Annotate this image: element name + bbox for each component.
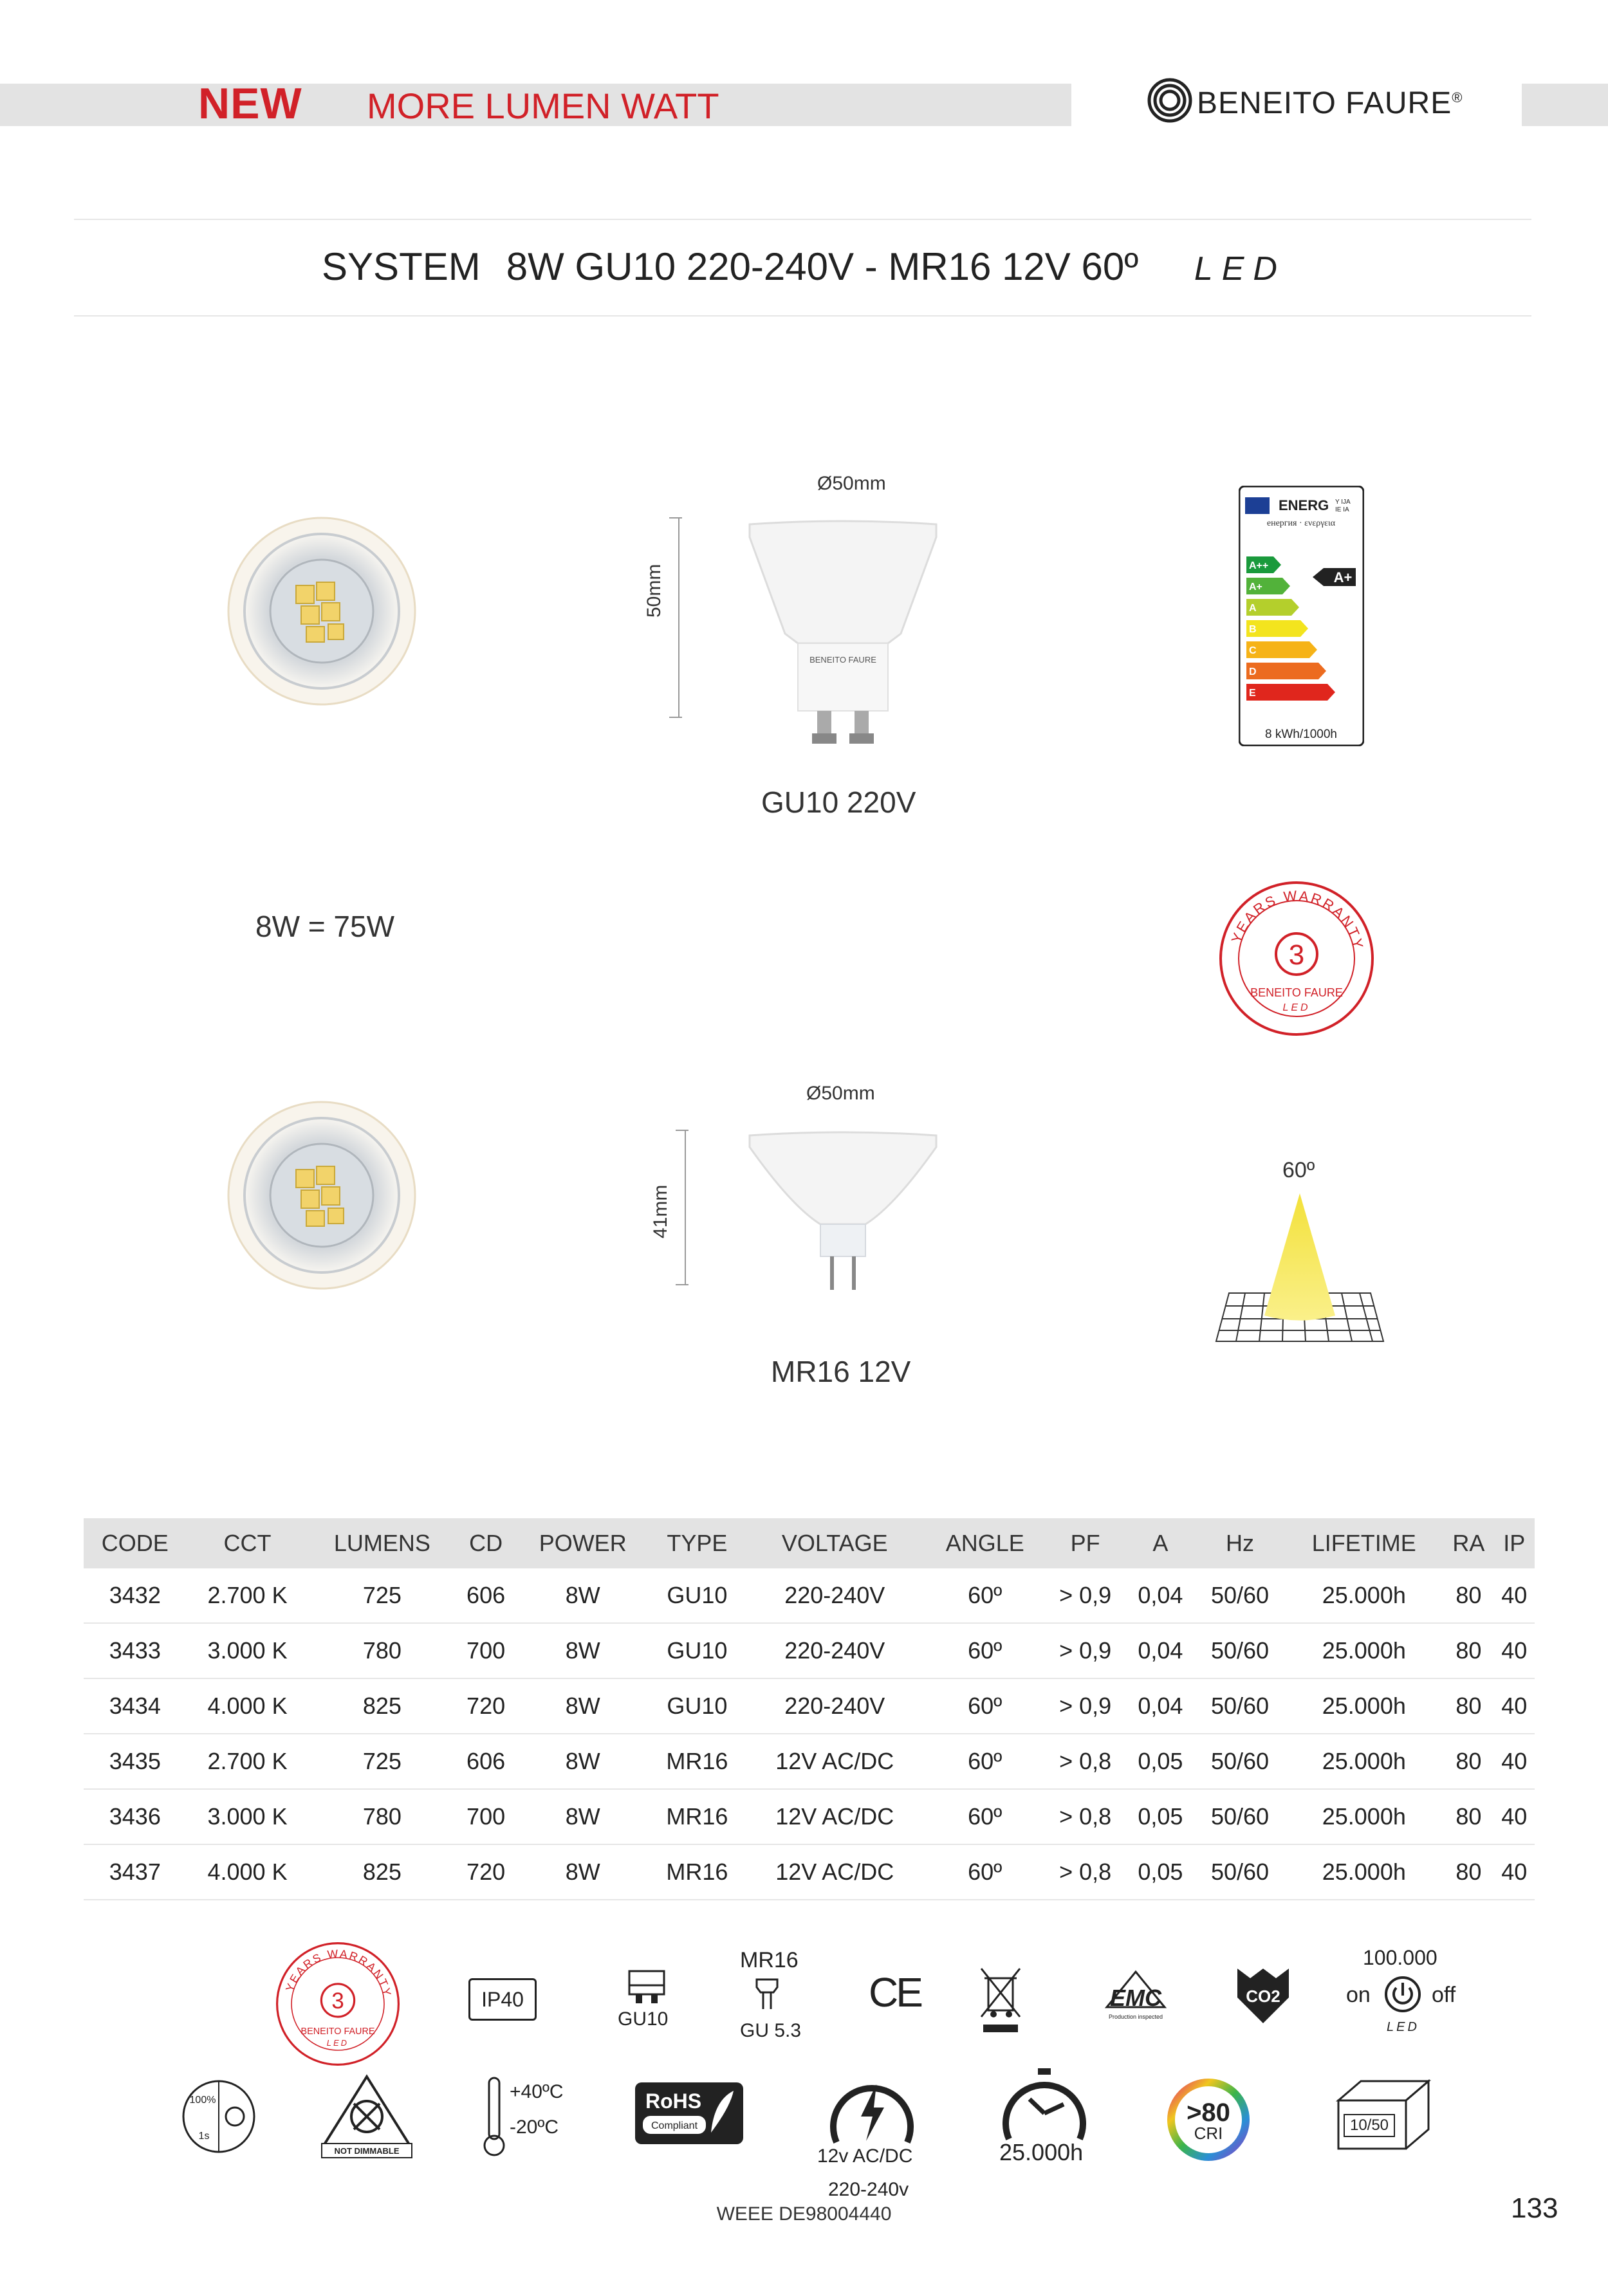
- gu10-height: 50mm: [643, 564, 665, 618]
- energy-class-label: A: [1249, 603, 1257, 614]
- table-cell: 700: [456, 1623, 515, 1678]
- mr16-side-photo: [746, 1129, 939, 1322]
- svg-text:Compliant: Compliant: [651, 2120, 698, 2131]
- svg-text:>80: >80: [1187, 2099, 1230, 2127]
- svg-text:Y IJA: Y IJA: [1335, 499, 1351, 506]
- table-header-cell: CODE: [84, 1518, 187, 1568]
- lifetime-label: 25.000h: [999, 2139, 1084, 2165]
- cri-icon: [1163, 2075, 1253, 2165]
- table-header-cell: PF: [1045, 1518, 1125, 1568]
- mr16-height: 41mm: [650, 1184, 671, 1238]
- energy-class-label: C: [1249, 645, 1257, 656]
- ce-mark-icon: CE: [869, 1969, 921, 2016]
- header-banner-right: [1522, 84, 1608, 126]
- table-cell: 0,05: [1125, 1734, 1196, 1789]
- table-cell: > 0,8: [1045, 1734, 1125, 1789]
- table-cell: 3433: [84, 1623, 187, 1678]
- emc-icon: [1104, 1969, 1168, 2026]
- header-subtitle: MORE LUMEN WATT: [367, 86, 719, 126]
- power-icon: [1383, 1975, 1422, 2014]
- table-cell: 80: [1443, 1734, 1493, 1789]
- table-cell: 3436: [84, 1789, 187, 1844]
- svg-text:YEARS WARRANTY: YEARS WARRANTY: [1228, 887, 1367, 952]
- table-cell: 0,04: [1125, 1623, 1196, 1678]
- table-cell: 12V AC/DC: [744, 1789, 925, 1844]
- table-cell: 825: [308, 1844, 456, 1900]
- svg-text:10/50: 10/50: [1349, 2117, 1389, 2134]
- table-cell: 2.700 K: [187, 1734, 309, 1789]
- table-cell: GU10: [650, 1678, 745, 1734]
- table-cell: 60º: [925, 1789, 1045, 1844]
- svg-text:LED: LED: [1282, 1002, 1311, 1013]
- switch-on-label: on: [1346, 1983, 1371, 2007]
- voltage-icon: [824, 2071, 920, 2149]
- svg-text:RoHS: RoHS: [645, 2089, 702, 2113]
- table-cell: 60º: [925, 1623, 1045, 1678]
- table-header-cell: VOLTAGE: [744, 1518, 925, 1568]
- svg-text:8 kWh/1000h: 8 kWh/1000h: [1265, 728, 1337, 741]
- table-cell: > 0,8: [1045, 1789, 1125, 1844]
- mr16-front-photo: [225, 1099, 418, 1292]
- table-cell: 50/60: [1196, 1568, 1285, 1623]
- spec-table: [84, 1518, 1535, 1900]
- table-cell: 220-240V: [744, 1568, 925, 1623]
- beam-angle-icon: [1213, 1190, 1387, 1345]
- warranty-small-icon: [273, 1940, 402, 2068]
- mr16-socket-bottom-label: GU 5.3: [740, 2020, 802, 2041]
- table-cell: 12V AC/DC: [744, 1844, 925, 1900]
- weee-bin-icon: [978, 1965, 1023, 2036]
- table-cell: 40: [1494, 1678, 1535, 1734]
- table-cell: 825: [308, 1678, 456, 1734]
- table-cell: 0,04: [1125, 1678, 1196, 1734]
- svg-text:100%: 100%: [189, 2095, 216, 2106]
- table-cell: 8W: [516, 1568, 650, 1623]
- page-number: 133: [1511, 2192, 1558, 2224]
- rohs-icon: [634, 2081, 744, 2145]
- svg-text:BENEITO FAURE: BENEITO FAURE: [300, 2026, 375, 2037]
- table-cell: 3.000 K: [187, 1789, 309, 1844]
- table-cell: 25.000h: [1284, 1623, 1443, 1678]
- table-cell: 50/60: [1196, 1844, 1285, 1900]
- gu10-socket-icon: [624, 1969, 669, 2007]
- table-header-cell: LUMENS: [308, 1518, 456, 1568]
- gu10-front-photo: [225, 515, 418, 708]
- table-cell: MR16: [650, 1789, 745, 1844]
- table-header-cell: LIFETIME: [1284, 1518, 1443, 1568]
- table-cell: > 0,9: [1045, 1678, 1125, 1734]
- energy-class-bar: [1246, 663, 1326, 679]
- warranty-seal: [1216, 878, 1377, 1039]
- gu10-height-dimension: [663, 515, 682, 721]
- co2-icon: [1231, 1962, 1295, 2026]
- table-header-cell: IP: [1494, 1518, 1535, 1568]
- table-cell: 720: [456, 1678, 515, 1734]
- table-cell: 50/60: [1196, 1678, 1285, 1734]
- table-cell: 50/60: [1196, 1789, 1285, 1844]
- ip40-icon: IP40: [468, 1978, 537, 2021]
- table-cell: 40: [1494, 1844, 1535, 1900]
- table-row: [84, 1568, 1535, 1623]
- table-cell: 60º: [925, 1844, 1045, 1900]
- table-header-cell: Hz: [1196, 1518, 1285, 1568]
- table-cell: 3432: [84, 1568, 187, 1623]
- table-cell: 220-240V: [744, 1623, 925, 1678]
- table-header-cell: TYPE: [650, 1518, 745, 1568]
- table-row: [84, 1844, 1535, 1900]
- svg-text:1s: 1s: [198, 2131, 210, 2142]
- table-cell: 80: [1443, 1678, 1493, 1734]
- svg-text:3: 3: [1288, 939, 1305, 971]
- table-cell: 4.000 K: [187, 1844, 309, 1900]
- mr16-diameter: Ø50mm: [806, 1083, 875, 1104]
- table-header-row: [84, 1518, 1535, 1568]
- mr16-socket-icon: [754, 1977, 780, 2016]
- table-row: [84, 1734, 1535, 1789]
- table-cell: 12V AC/DC: [744, 1734, 925, 1789]
- table-cell: 40: [1494, 1734, 1535, 1789]
- switch-cycles: 100.000: [1363, 1946, 1437, 1969]
- gu10-side-photo: [746, 518, 939, 746]
- table-cell: 8W: [516, 1623, 650, 1678]
- energy-class-bar: [1246, 641, 1317, 658]
- table-cell: 4.000 K: [187, 1678, 309, 1734]
- table-cell: 725: [308, 1734, 456, 1789]
- led-logo: LED: [1194, 250, 1286, 288]
- energy-label: [1239, 486, 1364, 746]
- voltage-label-1: 12v AC/DC: [817, 2145, 913, 2167]
- table-cell: 8W: [516, 1734, 650, 1789]
- table-cell: 60º: [925, 1678, 1045, 1734]
- svg-text:BENEITO FAURE: BENEITO FAURE: [809, 655, 876, 665]
- table-cell: > 0,8: [1045, 1844, 1125, 1900]
- page-title: SYSTEM 8W GU10 220-240V - MR16 12V 60º LED: [322, 245, 1286, 288]
- table-cell: > 0,9: [1045, 1623, 1125, 1678]
- table-cell: 80: [1443, 1568, 1493, 1623]
- table-cell: 8W: [516, 1678, 650, 1734]
- svg-text:Production inspected: Production inspected: [1108, 2014, 1163, 2020]
- gu10-socket-label: GU10: [618, 2008, 669, 2030]
- table-cell: 50/60: [1196, 1734, 1285, 1789]
- table-cell: 700: [456, 1789, 515, 1844]
- table-cell: 60º: [925, 1568, 1045, 1623]
- table-cell: GU10: [650, 1623, 745, 1678]
- table-cell: 3437: [84, 1844, 187, 1900]
- beam-angle: 60º: [1282, 1158, 1315, 1182]
- table-cell: 3435: [84, 1734, 187, 1789]
- table-cell: 220-240V: [744, 1678, 925, 1734]
- svg-text:YEARS WARRANTY: YEARS WARRANTY: [282, 1947, 394, 1999]
- brand-name: BENEITO FAURE®: [1197, 86, 1463, 120]
- table-header-cell: RA: [1443, 1518, 1493, 1568]
- energy-class-bar: [1246, 684, 1335, 701]
- table-row: [84, 1623, 1535, 1678]
- table-cell: 25.000h: [1284, 1678, 1443, 1734]
- table-header-cell: CCT: [187, 1518, 309, 1568]
- energy-class-label: B: [1249, 624, 1257, 635]
- table-cell: 80: [1443, 1844, 1493, 1900]
- watt-equivalence: 8W = 75W: [255, 910, 395, 943]
- table-cell: 2.700 K: [187, 1568, 309, 1623]
- table-cell: 0,05: [1125, 1844, 1196, 1900]
- table-cell: 606: [456, 1734, 515, 1789]
- switch-led-label: LED: [1387, 2020, 1419, 2034]
- weee-registration: WEEE DE98004440: [716, 2203, 892, 2225]
- table-cell: 3434: [84, 1678, 187, 1734]
- svg-text:енергия · ενεργεια: енергия · ενεργεια: [1266, 519, 1336, 528]
- svg-text:IE IA: IE IA: [1335, 506, 1349, 513]
- not-dimmable-icon: [319, 2071, 415, 2162]
- svg-text:CO2: CO2: [1246, 1987, 1280, 2006]
- table-cell: > 0,9: [1045, 1568, 1125, 1623]
- mr16-socket-top-label: MR16: [740, 1948, 799, 1972]
- table-header-cell: ANGLE: [925, 1518, 1045, 1568]
- svg-text:ENERG: ENERG: [1279, 497, 1329, 513]
- table-cell: 0,05: [1125, 1789, 1196, 1844]
- voltage-label-2: 220-240v: [828, 2179, 909, 2200]
- table-cell: 0,04: [1125, 1568, 1196, 1623]
- table-row: [84, 1678, 1535, 1734]
- table-cell: 725: [308, 1568, 456, 1623]
- svg-text:EMC: EMC: [1110, 1985, 1161, 2011]
- title-rule-bottom: [74, 315, 1531, 317]
- thermometer-icon: [481, 2075, 507, 2158]
- table-cell: 606: [456, 1568, 515, 1623]
- mr16-height-dimension: [669, 1127, 688, 1288]
- table-cell: 780: [308, 1623, 456, 1678]
- table-cell: 25.000h: [1284, 1568, 1443, 1623]
- svg-text:CRI: CRI: [1194, 2124, 1223, 2143]
- table-cell: 25.000h: [1284, 1789, 1443, 1844]
- table-cell: MR16: [650, 1844, 745, 1900]
- table-cell: 40: [1494, 1623, 1535, 1678]
- svg-text:NOT DIMMABLE: NOT DIMMABLE: [334, 2146, 400, 2156]
- mr16-name: MR16 12V: [771, 1355, 911, 1388]
- table-cell: 80: [1443, 1623, 1493, 1678]
- instant-on-icon: [177, 2075, 261, 2158]
- table-cell: 40: [1494, 1789, 1535, 1844]
- table-cell: 720: [456, 1844, 515, 1900]
- temp-min: -20ºC: [510, 2117, 559, 2138]
- energy-class-label: E: [1249, 688, 1256, 699]
- packaging-box-icon: [1335, 2075, 1432, 2152]
- energy-class-label: A++: [1249, 560, 1269, 571]
- table-header-cell: POWER: [516, 1518, 650, 1568]
- svg-text:LED: LED: [326, 2037, 349, 2048]
- brand-logo-icon: [1147, 77, 1193, 124]
- energy-class-label: D: [1249, 666, 1257, 677]
- switch-off-label: off: [1432, 1983, 1456, 2007]
- lifetime-clock-icon: [996, 2068, 1093, 2145]
- table-cell: MR16: [650, 1734, 745, 1789]
- table-row: [84, 1789, 1535, 1844]
- table-cell: GU10: [650, 1568, 745, 1623]
- new-badge: NEW: [198, 79, 302, 128]
- table-cell: 8W: [516, 1789, 650, 1844]
- table-cell: 50/60: [1196, 1623, 1285, 1678]
- table-cell: 3.000 K: [187, 1623, 309, 1678]
- title-rule-top: [74, 219, 1531, 220]
- svg-text:BENEITO FAURE: BENEITO FAURE: [1250, 986, 1343, 999]
- temp-max: +40ºC: [510, 2081, 564, 2102]
- svg-text:A+: A+: [1333, 569, 1353, 585]
- energy-class-label: A+: [1249, 582, 1262, 592]
- table-cell: 8W: [516, 1844, 650, 1900]
- table-cell: 40: [1494, 1568, 1535, 1623]
- table-cell: 80: [1443, 1789, 1493, 1844]
- table-cell: 25.000h: [1284, 1844, 1443, 1900]
- gu10-name: GU10 220V: [761, 785, 916, 819]
- table-cell: 780: [308, 1789, 456, 1844]
- table-cell: 60º: [925, 1734, 1045, 1789]
- gu10-diameter: Ø50mm: [817, 473, 886, 494]
- table-cell: 25.000h: [1284, 1734, 1443, 1789]
- table-header-cell: CD: [456, 1518, 515, 1568]
- svg-text:3: 3: [331, 1988, 344, 2014]
- table-header-cell: A: [1125, 1518, 1196, 1568]
